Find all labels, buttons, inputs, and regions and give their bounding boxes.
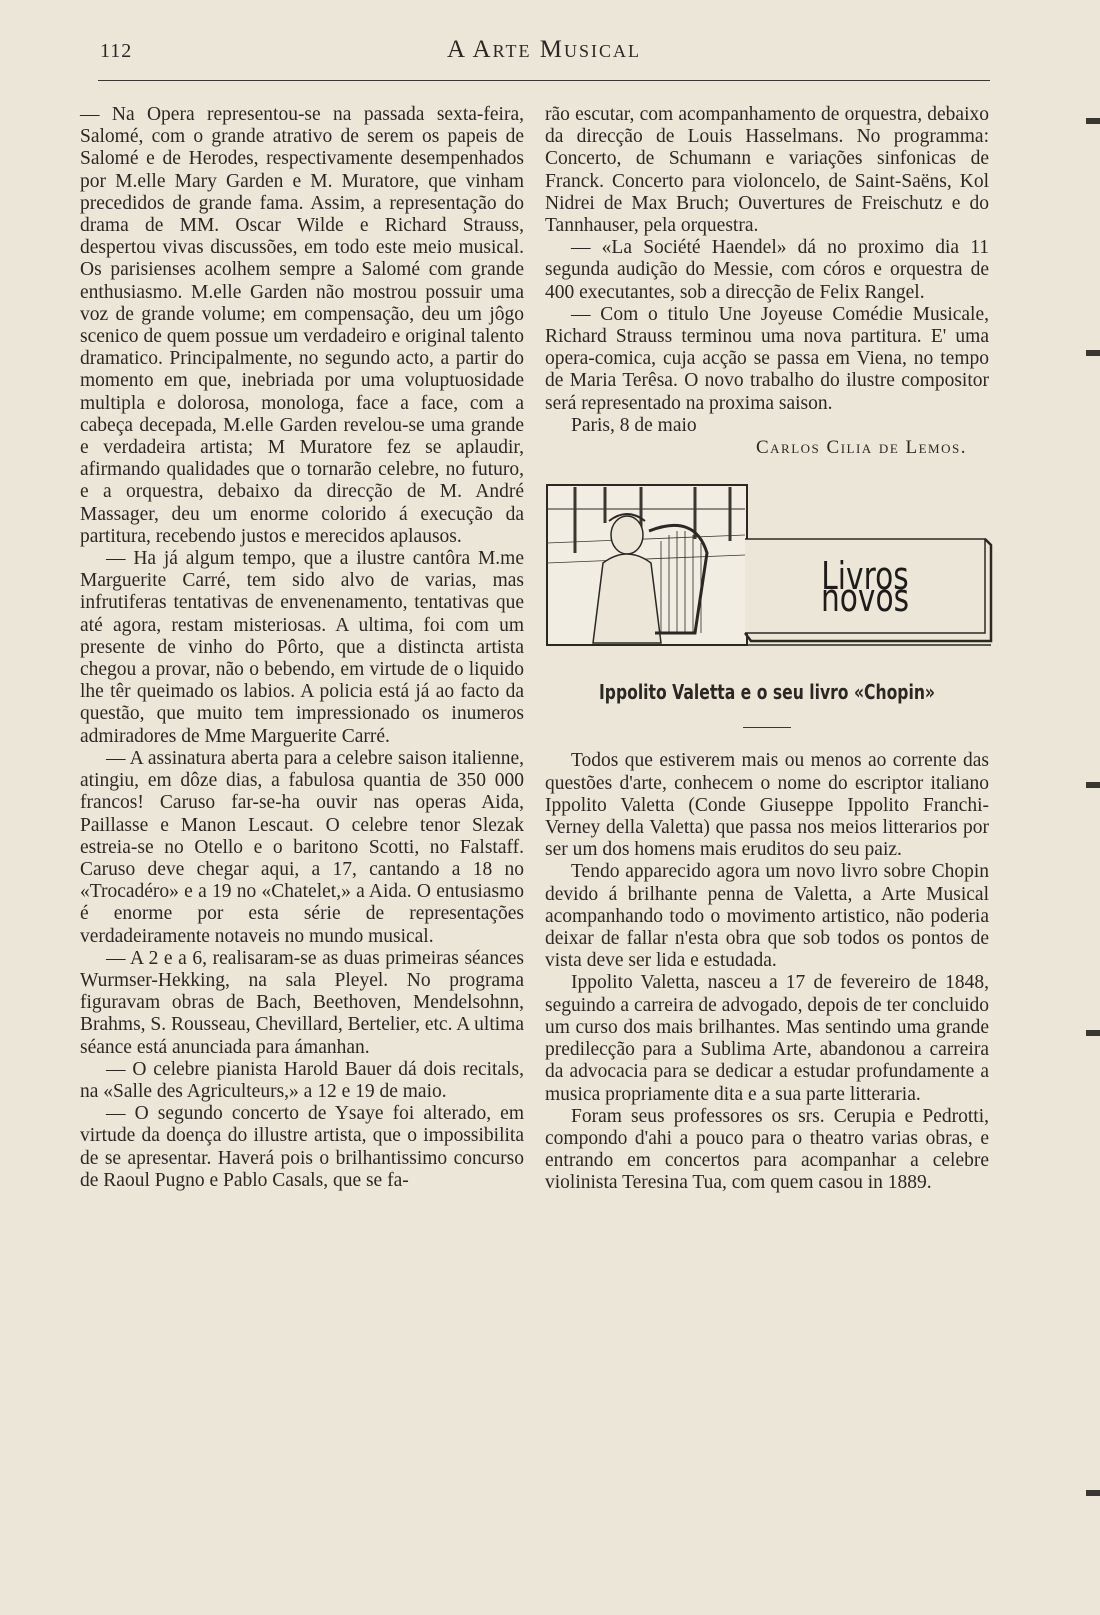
binding-mark — [1086, 1490, 1100, 1496]
title-rule — [743, 727, 791, 728]
paragraph-continuation: rão escutar, com acompanhamento de orquestra, debaixo da direcção de Louis Hasselmans. No programma: Concerto, de Schumann e variações sinfonicas de Franck. Concerto para violoncelo, de Saint-Saëns, Kol Nidrei de Max Bruch; Ouvertures de Freischutz e do Tannhauser, pela orquestra. — [545, 104, 989, 237]
paragraph-harold-bauer: — O celebre pianista Harold Bauer dá dois recitals, na «Salle des Agriculteurs,» a 12 e 19 de maio. — [80, 1058, 524, 1102]
binding-mark — [1086, 1030, 1100, 1036]
paragraph-strauss-comedie: — Com o titulo Une Joyeuse Comédie Musicale, Richard Strauss terminou uma nova partitura. E' uma opera-comica, cuja acção se passa em Viena, no tempo de Maria Terêsa. O novo trabalho do ilustre compositor será representado na proxima saison. — [545, 303, 989, 414]
left-column — [80, 104, 524, 1192]
page-number: 112 — [100, 40, 133, 62]
article-title: Ippolito Valetta e o seu livro «Chopin» — [598, 680, 936, 705]
running-title: A Arte Musical — [447, 36, 641, 63]
header-rule — [98, 80, 990, 81]
article-paragraph-1: Todos que estiverem mais ou menos ao corrente das questões d'arte, conhecem o nome do escriptor italiano Ippolito Valetta (Conde Giuseppe Ippolito Franchi-Verney della Valetta) que passa nos meios litterarios por ser um dos homens mais eruditos do seu paiz. — [545, 750, 989, 861]
section-illustration — [545, 483, 995, 665]
binding-mark — [1086, 350, 1100, 356]
right-column — [545, 104, 989, 1195]
author-signature: Carlos Cilia de Lemos. — [755, 437, 967, 459]
place-date: Paris, 8 de maio — [571, 414, 697, 436]
article-paragraph-2: Tendo apparecido agora um novo livro sobre Chopin devido á brilhante penna de Valetta, a Arte Musical acompanhando todo o movimento artistico, não poderia deixar de fallar n'esta obra que sob todos os pontos de vista deve ser lida e estudada. — [545, 861, 989, 972]
paragraph-marguerite-carre: — Ha já algum tempo, que a ilustre cantôra M.me Marguerite Carré, tem sido alvo de varias, mas infrutiferas tentativas de envenenamento, tentativas que até agora, restam misteriosas. A ultima, foi com um presente de vinho do Pôrto, que a distincta artista chegou a provar, não o bebendo, em virtude de o liquido lhe têr queimado os labios. A policia está já ao facto da questão, que muito tem impressionado os inumeros admiradores de Mme Marguerite Carré. — [80, 548, 524, 747]
paragraph-ysaye: — O segundo concerto de Ysaye foi alterado, em virtude da doença do illustre artista, que o impossibilita de se apresentar. Haverá pois o brilhantissimo concurso de Raoul Pugno e Pablo Casals, que se fa- — [80, 1103, 524, 1191]
paragraph-saison-italienne: — A assinatura aberta para a celebre saison italienne, atingiu, em dôze dias, a fabulosa quantia de 350 000 francos! Caruso far-se-ha ouvir nas operas Aida, Paillasse e Manon Lescaut. O celebre tenor Slezak estreia-se no Otello e o baritono Scotti, no Falstaff. Caruso deve chegar aqui, a 17, cantando a 18 no «Trocadéro» e a 19 no «Chatelet,» a Aida. O entusiasmo é enorme por esta série de representações verdadeiramente notaveis no mundo musical. — [80, 747, 524, 947]
section-heading: Livros novos — [820, 554, 910, 621]
article-paragraph-4: Foram seus professores os srs. Cerupia e Pedrotti, compondo d'ahi a pouco para o theatro varias obras, e entrando em concertos para acompanhar a celebre violinista Teresina Tua, com quem casou in 1889. — [545, 1105, 989, 1194]
paragraph-seances: — A 2 e a 6, realisaram-se as duas primeiras séances Wurmser-Hekking, na sala Pleyel. No programa figuravam obras de Bach, Beethoven, Mendelsohnn, Brahms, S. Rousseau, Chevillard, Bertelier, etc. A ultima séance está anunciada para ámanhan. — [80, 947, 524, 1058]
paragraph-opera-salome: — Na Opera representou-se na passada sexta-feira, Salomé, com o grande atrativo de serem os papeis de Salomé e de Herodes, respectivamente desempenhados por M.elle Mary Garden e M. Muratore, que vinham precedidos de grande fama. Assim, a representação do drama de MM. Oscar Wilde e Richard Strauss, despertou vivas discussões, em todo este meio musical. Os parisienses acolhem sempre a Salomé com grande enthusiasmo. M.elle Garden não mostrou possuir uma voz de grande volume; em compensação, deu um jôgo scenico de quem possue um verdadeiro e original talento dramatico. Principalmente, no segundo acto, a partir do momento em que, inebriada por uma voluptuosidade multipla e dolorosa, monologa, face a face, com a cabeça decepada, M.elle Garden revelou-se uma grande e verdadeira artista; M Muratore fez se aplaudir, afirmando qualidades que o tornarão celebre, no futuro, e a orquestra, debaixo da direcção de M. André Massager, deu um enorme colorido á execução da partitura, recebendo justos e merecidos aplausos. — [80, 104, 524, 547]
paragraph-societe-haendel: — «La Société Haendel» dá no proximo dia 11 segunda audição do Messie, com córos e orquestra de 400 executantes, sob a direcção de Felix Rangel. — [545, 237, 989, 303]
binding-mark — [1086, 782, 1100, 788]
article-paragraph-3: Ippolito Valetta, nasceu a 17 de fevereiro de 1848, seguindo a carreira de advogado, depois de ter concluido um curso dos mais brilhantes. Mas sentindo uma grande predilecção para a Sublima Arte, abandonou a carreira da advocacia para se dedicar a estudar profundamente a musica propriamente dita e a sua parte litteraria. — [545, 972, 989, 1105]
binding-mark — [1086, 118, 1100, 124]
page-header — [98, 36, 990, 76]
